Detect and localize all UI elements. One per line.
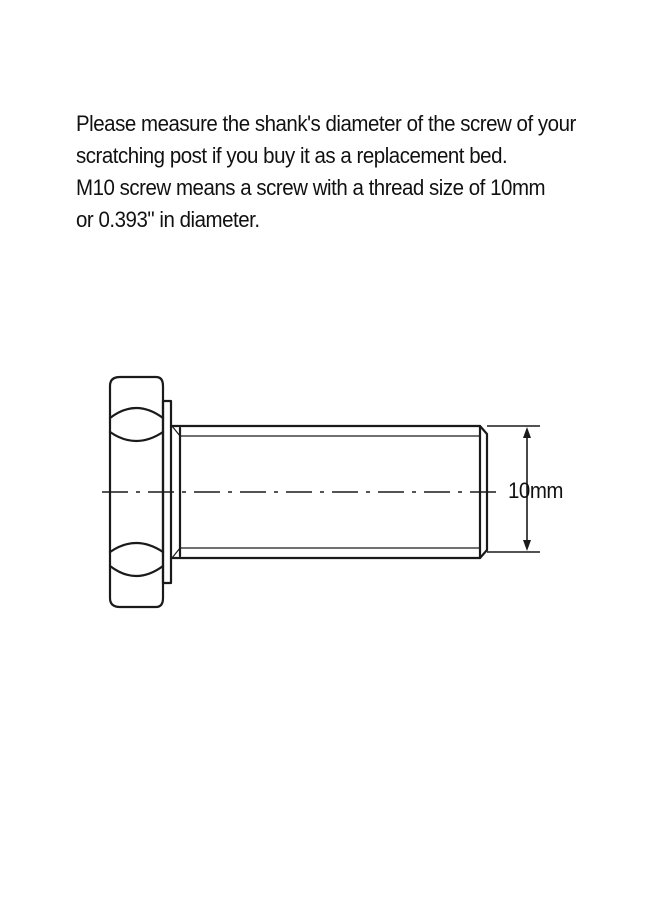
hex-head-facet-bottom [110,566,163,576]
instruction-line-3: M10 screw means a screw with a thread size of 10mm [76,175,546,200]
instruction-line-1: Please measure the shank's diameter of the screw of your [76,111,576,136]
instruction-line-4: or 0.393" in diameter. [76,207,260,232]
hex-head-facet-middle-bottom [110,543,163,552]
instruction-line-2: scratching post if you buy it as a replacement bed. [76,143,508,168]
chamfer-bottom [172,548,180,558]
chamfer-top [172,426,180,436]
hex-head-facet-middle-top [110,432,163,441]
hex-head-facet-top [110,408,163,418]
dimension-label: 10mm [508,478,563,503]
dimension-arrow-top [523,427,531,438]
instruction-text [76,108,636,236]
dimension-arrow-bottom [523,540,531,551]
screw-diagram [0,300,660,720]
